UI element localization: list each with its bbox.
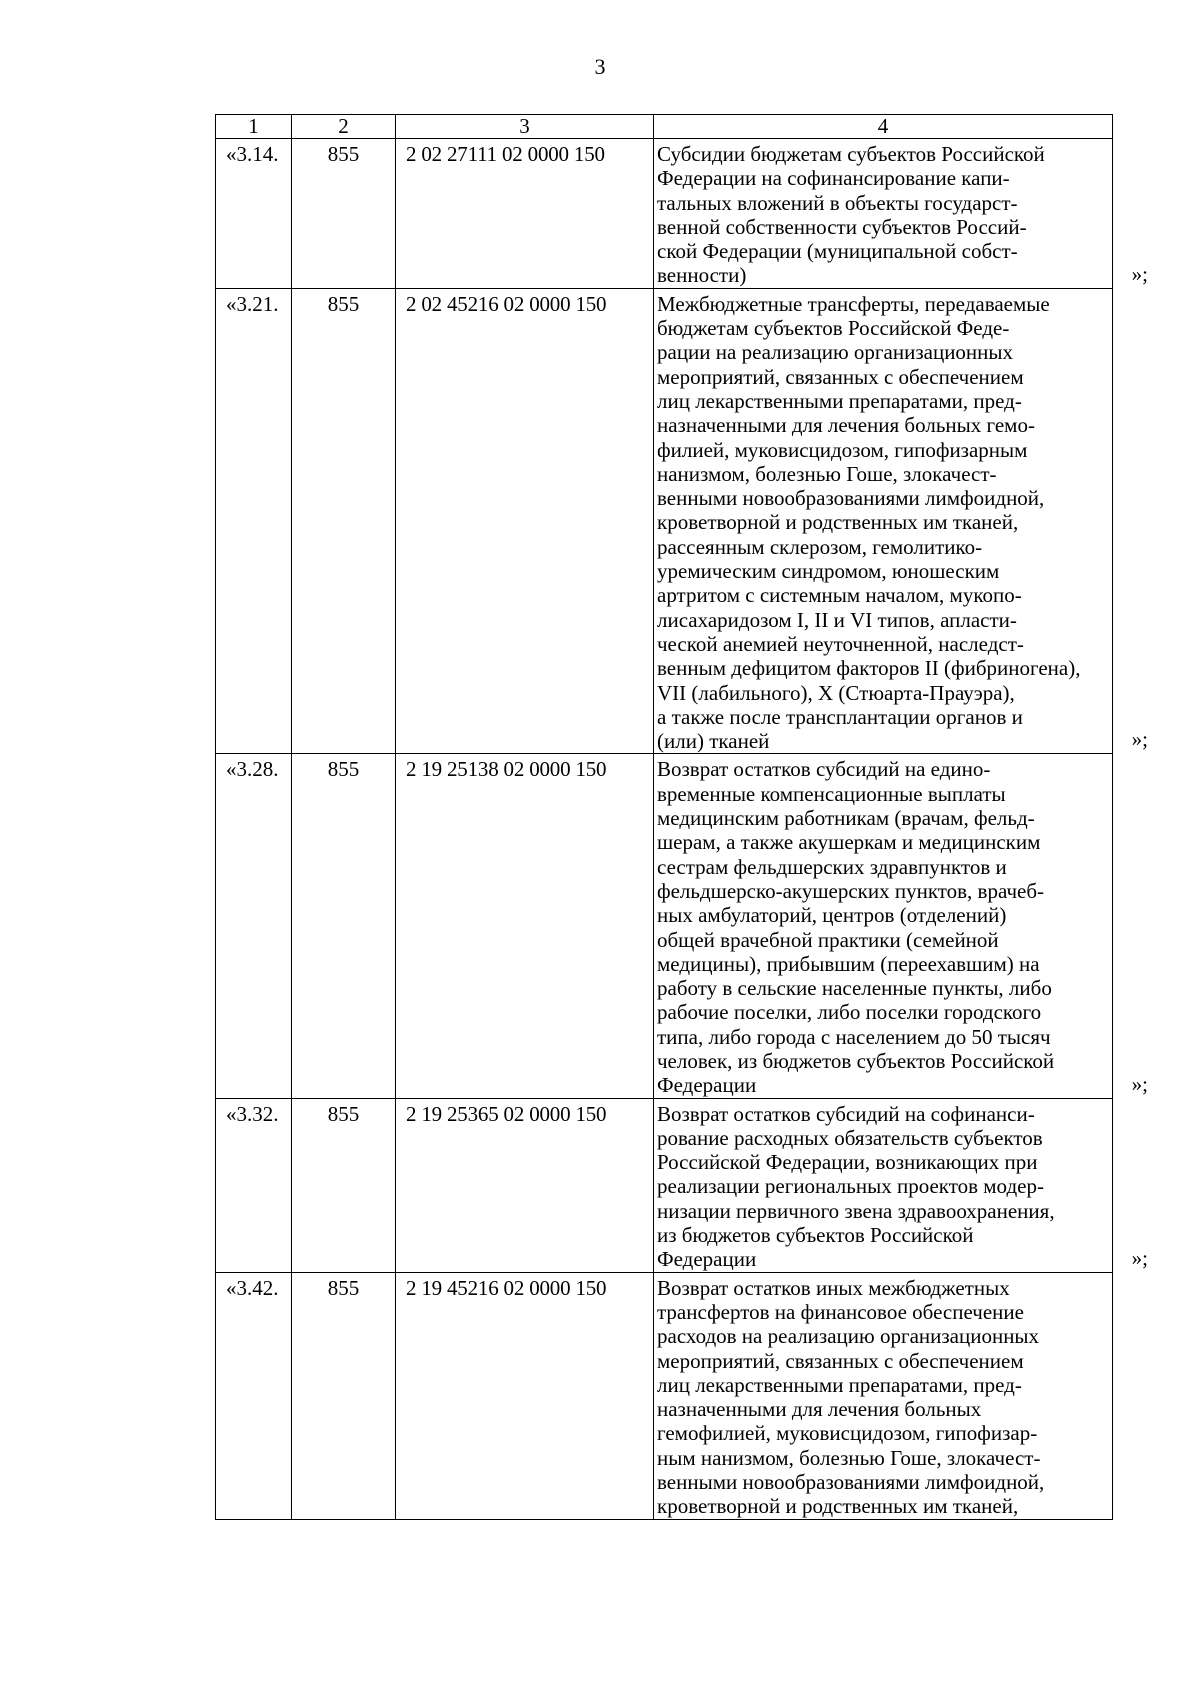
row-description [654,288,1148,754]
closing-quote-mark: »; [1131,1245,1148,1270]
description-text: Возврат остатков иных межбюджетных трансфертов на финансовое обеспечение расходов на реализацию организационных мероприятий, связанных с обеспечением лиц лекарственными препаратами, пред- назначенными для лечения больных гемофилией, муковисцидозом, гипофизар- ным нанизмом, болезнью Гоше, злокачест- венными новообразованиями лимфоидной, кроветворной и родственных им тканей, [657,1275,1045,1519]
admin-code: 855 [292,1098,396,1272]
row-number: «3.42. [216,1272,292,1519]
table-row [216,754,1113,1098]
closing-quote-mark: »; [1131,261,1148,286]
description-text: Межбюджетные трансферты, передаваемые бюджетам субъектов Российской Феде- рации на реализацию организационных мероприятий, связанных с обеспечением лиц лекарственными препаратами, пред- назначенными для лечения больных гемо- филией, муковисцидозом, гипофизарным нанизмом, болезнью Гоше, злокачест- венными новообразованиями лимфоидной, кроветворной и родственных им тканей, рассеянным склерозом, гемолитико- уремическим синдромом, юношеским артритом с системным началом, мукопо- лисахаридозом I, II и VI типов, апласти- ческой анемией неуточненной, наследст- венным дефицитом факторов II (фибриногена), VII (лабильного), X (Стюарта-Прауэра), а также после трансплантации органов и (или) тканей [657,291,1081,754]
admin-code: 855 [292,288,396,754]
column-header-1: 1 [216,115,292,139]
row-number: «3.21. [216,288,292,754]
budget-classification-code: 2 02 27111 02 0000 150 [396,139,654,289]
description-text: Возврат остатков субсидий на софинанси- рование расходных обязательств субъектов Российской Федерации, возникающих при реализации региональных проектов модер- низации первичного звена здравоохранения, из бюджетов субъектов Российской Федерации [657,1101,1055,1272]
closing-quote-mark: »; [1131,1071,1148,1096]
row-description [654,1098,1148,1272]
budget-classification-code: 2 19 45216 02 0000 150 [396,1272,654,1519]
admin-code: 855 [292,754,396,1098]
column-header-2: 2 [292,115,396,139]
description-text: Субсидии бюджетам субъектов Российской Федерации на софинансирование капи- тальных вложений в объекты государст- венной собственности субъектов Россий- ской Федерации (муниципальной собст- венности) [657,142,1045,288]
table-row [216,288,1113,754]
row-description [654,754,1148,1098]
column-header-4: 4 [654,115,1113,139]
admin-code: 855 [292,1272,396,1519]
row-description [654,1272,1113,1519]
closing-quote-mark: »; [1131,727,1148,752]
row-description [654,139,1148,289]
row-number: «3.14. [216,139,292,289]
budget-classification-code: 2 19 25138 02 0000 150 [396,754,654,1098]
description-text: Возврат остатков субсидий на едино- временные компенсационные выплаты медицинским работникам (врачам, фельд- шерам, а также акушеркам и медицинским сестрам фельдшерских здравпунктов и фельдшерско-акушерских пунктов, врачеб- ных амбулаторий, центров (отделений) общей врачебной практики (семейной медицины), прибывшим (переехавшим) на работу в сельские населенные пункты, либо рабочие поселки, либо поселки городского типа, либо города с населением до 50 тысяч человек, из бюджетов субъектов Российской Федерации [657,757,1055,1098]
row-number: «3.32. [216,1098,292,1272]
table-row [216,139,1113,289]
budget-codes-table [215,114,1148,1520]
page-number: 3 [594,54,606,79]
table-header-row [216,115,1113,139]
admin-code: 855 [292,139,396,289]
budget-classification-code: 2 19 25365 02 0000 150 [396,1098,654,1272]
table-row [216,1098,1113,1272]
column-header-3: 3 [396,115,654,139]
row-number: «3.28. [216,754,292,1098]
table-row [216,1272,1113,1519]
budget-classification-code: 2 02 45216 02 0000 150 [396,288,654,754]
